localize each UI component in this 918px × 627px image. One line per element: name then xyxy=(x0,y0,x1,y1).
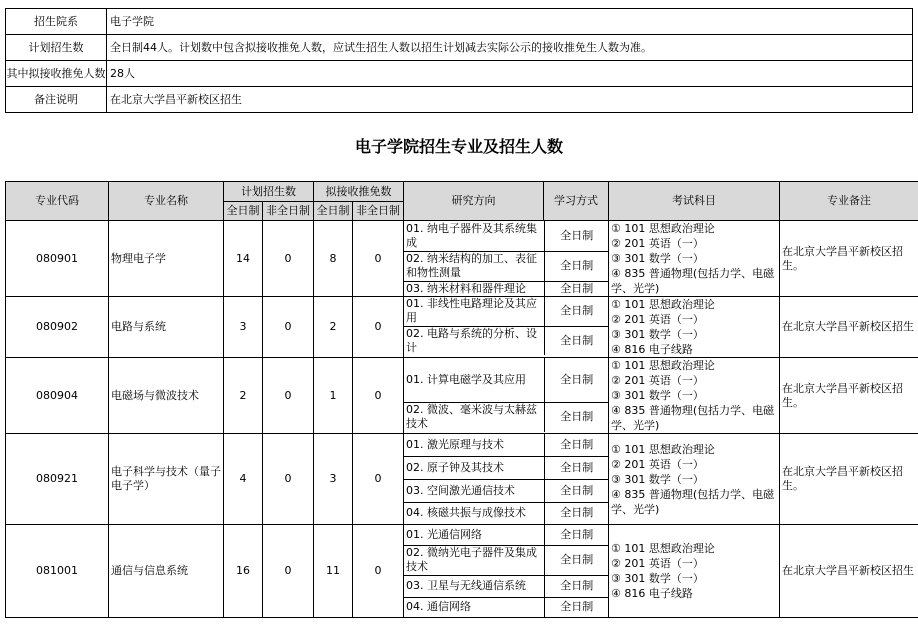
direction-item xyxy=(404,597,609,617)
exam-subject: ③ 301 数学（一） xyxy=(611,389,704,402)
exam-subject: ③ 301 数学（一） xyxy=(611,572,704,585)
program-name: 电路与系统 xyxy=(109,297,224,358)
direction-item xyxy=(404,525,609,545)
recommend-parttime: 0 xyxy=(353,358,404,434)
header-name: 专业名称 xyxy=(109,182,224,221)
direction-item xyxy=(404,251,609,281)
direction-name: 02. 微纳光电子器件及集成技术 xyxy=(404,545,544,575)
plan-fulltime: 14 xyxy=(224,221,263,297)
study-mode: 全日制 xyxy=(560,506,594,520)
direction-name: 04. 核磁共振与成像技术 xyxy=(404,502,544,524)
recommend-fulltime: 1 xyxy=(314,358,353,434)
exam-subject: ④ 816 电子线路 xyxy=(611,587,693,600)
program-code: 081001 xyxy=(6,525,109,618)
direction-list xyxy=(404,525,609,618)
plan-parttime: 0 xyxy=(263,525,314,618)
page-title: 电子学院招生专业及招生人数 xyxy=(354,137,563,156)
header-direction: 研究方向 xyxy=(404,182,544,221)
study-mode: 全日制 xyxy=(560,410,594,424)
header-plan: 计划招生数 xyxy=(224,182,314,202)
exam-subject: ④ 835 普通物理(包括力学、电磁学、光学) xyxy=(611,404,775,432)
study-mode: 全日制 xyxy=(544,434,609,456)
program-code: 080902 xyxy=(6,297,109,358)
direction-name: 02. 纳米结构的加工、表征和物性测量 xyxy=(404,251,544,281)
direction-item xyxy=(404,434,609,456)
exam-subject: ① 101 思想政治理论 xyxy=(611,298,715,311)
study-mode: 全日制 xyxy=(544,525,609,545)
table-row xyxy=(6,525,918,618)
header-mode: 学习方式 xyxy=(544,182,609,221)
header-rec-fulltime: 全日制 xyxy=(314,202,353,221)
plan-fulltime: 3 xyxy=(224,297,263,358)
exam-subjects xyxy=(609,434,780,525)
header-code: 专业代码 xyxy=(6,182,109,221)
program-note: 在北京大学昌平新校区招生 xyxy=(780,525,918,618)
direction-item xyxy=(404,502,609,524)
study-mode: 全日制 xyxy=(544,545,609,575)
exam-subject: ② 201 英语（一） xyxy=(611,457,704,471)
plan-fulltime: 4 xyxy=(224,434,263,525)
direction-list xyxy=(404,221,609,297)
header-subjects: 考试科目 xyxy=(609,182,780,221)
direction-name: 03. 卫星与无线通信系统 xyxy=(404,575,544,597)
plan-parttime: 0 xyxy=(263,221,314,297)
recommend-parttime: 0 xyxy=(353,297,404,358)
program-name: 电磁场与微波技术 xyxy=(109,358,224,434)
direction-item xyxy=(404,456,609,479)
program-code: 080901 xyxy=(6,221,109,297)
exam-subject: ② 201 英语（一） xyxy=(611,313,704,326)
direction-item xyxy=(404,281,609,296)
header-plan-parttime: 非全日制 xyxy=(263,202,314,221)
direction-name: 02. 原子钟及其技术 xyxy=(404,456,544,479)
plan-parttime: 0 xyxy=(263,434,314,525)
program-note: 在北京大学昌平新校区招生。 xyxy=(780,358,918,434)
direction-item xyxy=(404,575,609,597)
header-plan-fulltime: 全日制 xyxy=(224,202,263,221)
info-value: 在北京大学昌平新校区招生 xyxy=(107,87,913,113)
info-label: 备注说明 xyxy=(6,87,107,113)
exam-subject: ④ 835 普通物理(包括力学、电磁学、光学) xyxy=(611,267,775,295)
plan-fulltime: 16 xyxy=(224,525,263,618)
direction-name: 01. 计算电磁学及其应用 xyxy=(404,358,544,402)
study-mode: 全日制 xyxy=(544,221,609,251)
header-rec-parttime: 非全日制 xyxy=(353,202,404,221)
recommend-fulltime: 2 xyxy=(314,297,353,358)
program-code: 080904 xyxy=(6,358,109,434)
exam-subject: ③ 301 数学（一） xyxy=(611,252,704,265)
recommend-parttime: 0 xyxy=(353,434,404,525)
direction-name: 01. 激光原理与技术 xyxy=(404,434,544,456)
table-row xyxy=(6,221,918,297)
header-recommend: 拟接收推免数 xyxy=(314,182,404,202)
info-label: 其中拟接收推免人数 xyxy=(6,61,107,87)
exam-subjects xyxy=(609,525,780,618)
recommend-fulltime: 3 xyxy=(314,434,353,525)
direction-name: 02. 微波、毫米波与太赫兹技术 xyxy=(404,402,544,432)
exam-subject: ② 201 英语（一） xyxy=(611,557,704,570)
direction-list xyxy=(404,297,609,358)
program-note: 在北京大学昌平新校区招生 xyxy=(780,297,918,358)
recommend-fulltime: 8 xyxy=(314,221,353,297)
study-mode: 全日制 xyxy=(544,251,609,281)
recommend-parttime: 0 xyxy=(353,525,404,618)
direction-name: 03. 纳米材料和器件理论 xyxy=(404,281,544,296)
study-mode: 全日制 xyxy=(560,600,594,614)
exam-subject: ④ 816 电子线路 xyxy=(611,343,693,356)
info-label: 招生院系 xyxy=(6,9,107,35)
exam-subject: ④ 835 普通物理(包括力学、电磁学、光学) xyxy=(611,487,775,516)
direction-name: 03. 空间激光通信技术 xyxy=(404,479,544,502)
exam-subject: ① 101 思想政治理论 xyxy=(611,359,715,372)
exam-subject: ① 101 思想政治理论 xyxy=(611,222,715,235)
study-mode: 全日制 xyxy=(544,456,609,479)
study-mode: 全日制 xyxy=(544,358,609,402)
exam-subject: ③ 301 数学（一） xyxy=(611,328,704,341)
study-mode: 全日制 xyxy=(544,297,609,326)
plan-fulltime: 2 xyxy=(224,358,263,434)
direction-item xyxy=(404,479,609,502)
program-name: 电子科学与技术（量子电子学） xyxy=(109,434,224,525)
program-note: 在北京大学昌平新校区招生。 xyxy=(780,221,918,297)
table-row xyxy=(6,297,918,358)
direction-item xyxy=(404,297,609,326)
study-mode: 全日制 xyxy=(544,575,609,597)
info-value: 电子学院 xyxy=(107,9,913,35)
info-table xyxy=(5,8,913,113)
direction-name: 04. 通信网络 xyxy=(404,597,544,617)
exam-subjects xyxy=(609,358,780,434)
direction-item xyxy=(404,326,609,355)
exam-subject: ① 101 思想政治理论 xyxy=(611,442,715,456)
study-mode: 全日制 xyxy=(544,479,609,502)
info-row xyxy=(6,35,913,61)
info-row xyxy=(6,87,913,113)
info-value: 28人 xyxy=(107,61,913,87)
program-name: 通信与信息系统 xyxy=(109,525,224,618)
info-row xyxy=(6,61,913,87)
direction-name: 01. 光通信网络 xyxy=(404,525,544,545)
direction-item xyxy=(404,402,609,432)
direction-list xyxy=(404,434,609,525)
program-code: 080921 xyxy=(6,434,109,525)
exam-subjects xyxy=(609,297,780,358)
direction-item xyxy=(404,545,609,575)
direction-name: 01. 非线性电路理论及其应用 xyxy=(404,297,544,326)
info-value: 全日制44人。计划数中包含拟接收推免人数，应试生招生人数以招生计划减去实际公示的接收推免生人数为准。 xyxy=(107,35,913,61)
recommend-fulltime: 11 xyxy=(314,525,353,618)
exam-subject: ① 101 思想政治理论 xyxy=(611,542,715,555)
exam-subject: ② 201 英语（一） xyxy=(611,374,704,387)
exam-subjects xyxy=(609,221,780,297)
direction-name: 02. 电路与系统的分析、设计 xyxy=(404,326,544,355)
program-table xyxy=(5,181,918,618)
info-label: 计划招生数 xyxy=(6,35,107,61)
header-note: 专业备注 xyxy=(780,182,918,221)
program-name: 物理电子学 xyxy=(109,221,224,297)
program-note: 在北京大学昌平新校区招生。 xyxy=(780,434,918,525)
exam-subject: ② 201 英语（一） xyxy=(611,237,704,250)
info-row xyxy=(6,9,913,35)
plan-parttime: 0 xyxy=(263,358,314,434)
direction-list xyxy=(404,358,609,434)
study-mode: 全日制 xyxy=(560,281,594,295)
plan-parttime: 0 xyxy=(263,297,314,358)
study-mode: 全日制 xyxy=(560,333,594,347)
exam-subject: ③ 301 数学（一） xyxy=(611,472,704,486)
table-row xyxy=(6,358,918,434)
direction-name: 01. 纳电子器件及其系统集成 xyxy=(404,221,544,251)
direction-item xyxy=(404,221,609,251)
recommend-parttime: 0 xyxy=(353,221,404,297)
table-row xyxy=(6,434,918,525)
direction-item xyxy=(404,358,609,402)
